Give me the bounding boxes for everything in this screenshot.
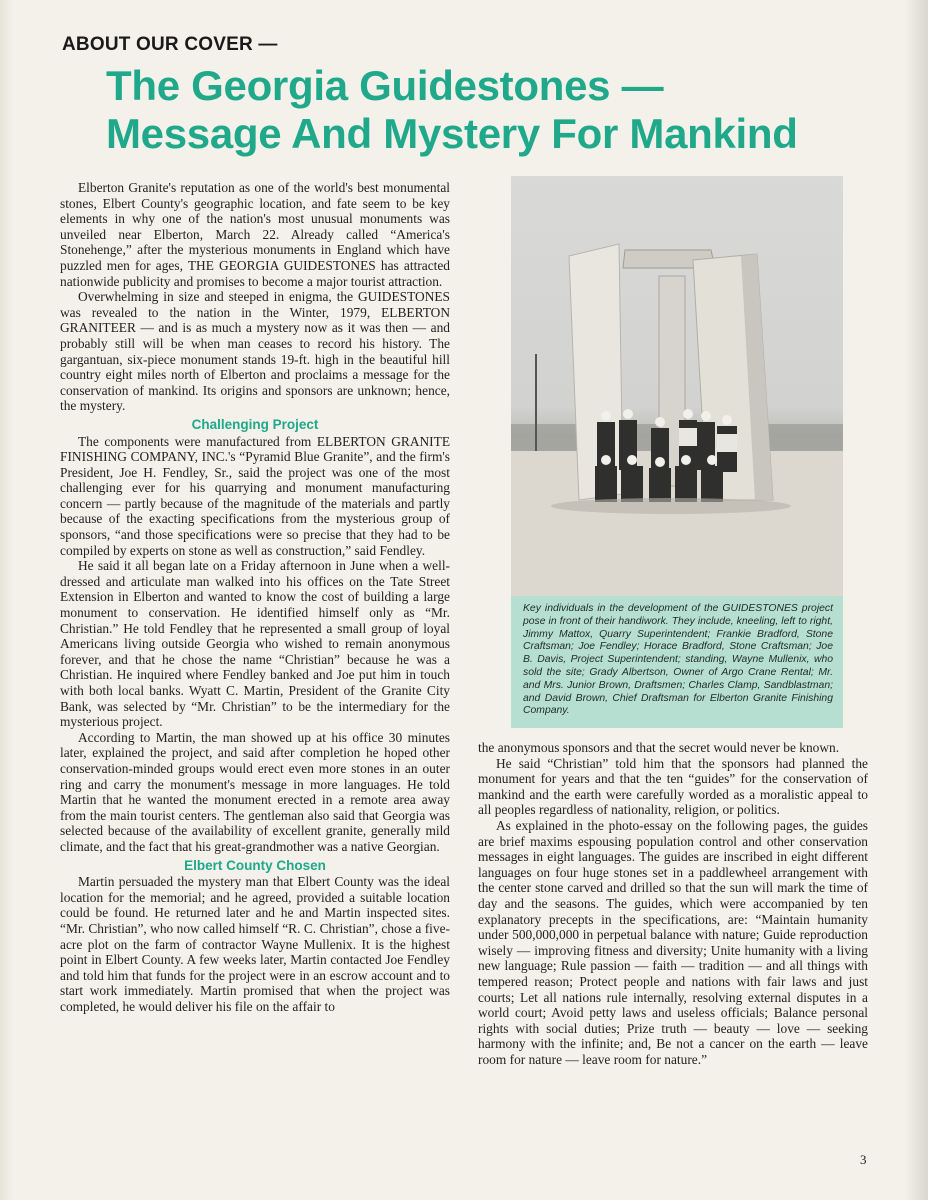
guidestones-photo (511, 176, 843, 596)
paragraph: He said “Christian” told him that the sponsors had planned the monument for years and that the ten “guides” for the conservation of mankind and the earth were carefully worded as a moralistic appeal to all peoples regardless of nationality, religion, or politics. (478, 755, 868, 818)
article-title (106, 62, 906, 158)
section-kicker: ABOUT OUR COVER — (62, 34, 278, 55)
monument-illustration (511, 176, 843, 596)
paragraph: He said it all began late on a Friday afternoon in June when a well-dressed and articulate man walked into his offices on the Tate Street Extension in Elberton and wanted to know the cost of building a large monument to conservation. He identified himself only as “Mr. Christian.” He told Fendley that he represented a small group of loyal Americans living outside Georgia who wished to remain anonymous forever, and that he chose the name “Christian” because he was a Christian. He inquired where Fendley banked and Joe put him in touch with both local banks. Wyatt C. Martin, President of the Granite City Bank, was selected by “Mr. Christian” to be the intermediary for the mysterious project. (60, 558, 450, 730)
paragraph: Elberton Granite's reputation as one of the world's best monumental stones, Elbert County's geographic location, and fate seem to be key elements in why one of the nation's most unusual monuments was unveiled near Elberton, March 22. Already called “America's Stonehenge,” after the mysterious monuments in England which have puzzled men for ages, THE GEORGIA GUIDESTONES has attracted nationwide publicity and promises to become a major tourist attraction. (60, 180, 450, 289)
subheading-elbert-county-chosen: Elbert County Chosen (184, 857, 326, 873)
title-line-2: Message And Mystery For Mankind (106, 110, 798, 157)
photo-caption: Key individuals in the development of the GUIDESTONES project pose in front of their handiwork. They include, kneeling, left to right, Jimmy Mattox, Quarry Superintendent; Frankie Bradford, Stone Craftsman; Joe Fendley; Horace Bradford, Stone Craftsman; Joe B. Davis, Project Superintendent; standing, Wayne Mullenix, who sold the site; Grady Albertson, Owner of Argo Crane Rental; Mr. and Mrs. Junior Brown, Draftsmen; Charles Clamp, Sandblastman; and David Brown, Chief Draftsman for Elberton Granite Finishing Company. (511, 596, 843, 728)
paragraph: According to Martin, the man showed up at his office 30 minutes later, explained the project, and said after completion he hoped other conservation-minded groups would erect even more stones in an outer ring and carry the monument's message in more languages. He told Martin that he wanted the monument erected in a remote area away from the main tourist centers. The gentleman also said that Georgia was selected because of the availability of excellent granite, generally mild climate, and the fact that his great-grandmother was a native Georgian. (60, 729, 450, 854)
paragraph: As explained in the photo-essay on the following pages, the guides are brief maxims espousing population control and other conservation messages in eight languages. The guides are inscribed in eight different languages on four huge stones set in a paddlewheel arrangement with the center stone carved and drilled so that the sun will mark the time of day and the seasons. The guides, which were accompanied by ten explanatory precepts in the specifications, are: “Maintain humanity under 500,000,000 in perpetual balance with nature; Guide reproduction wisely — improving fitness and diversity; Unite humanity with a living new language; Rule passion — faith — tradition — and all things with tempered reason; Protect people and nations with fair laws and just courts; Let all nations rule internally, resolving external disputes in a world court; Avoid petty laws and useless officials; Balance personal rights with social duties; Prize truth — beauty — love — seeking harmony with the infinite; and, Be not a cancer on the earth — leave room for nature — leave room for nature.” (478, 817, 868, 1067)
left-column (60, 180, 450, 1014)
right-column (478, 740, 868, 1067)
subheading-challenging-project: Challenging Project (191, 416, 319, 432)
paragraph: Overwhelming in size and steeped in enigma, the GUIDESTONES was revealed to the nation in the Winter, 1979, ELBERTON GRANITEER — and is as much a mystery now as it was then — and probably still will be when man ceases to record his history. The gargantuan, six-piece monument stands 19-ft. high in the beautiful hill country eight miles north of Elberton and proclaims a message for the conservation of mankind. Its origins and sponsors are unknown; hence, the mystery. (60, 289, 450, 414)
page-number: 3 (860, 1152, 867, 1167)
paragraph: the anonymous sponsors and that the secret would never be known. (478, 740, 840, 755)
paragraph: The components were manufactured from ELBERTON GRANITE FINISHING COMPANY, INC.'s “Pyramid Blue Granite”, and the firm's President, Joe H. Fendley, Sr., said the project was one of the most challenging ever for his quarrying and monument manufacturing concern — partly because of the magnitude of the materials and partly because of the exacting specifications from the mysterious group of sponsors, “and those specifications were so precise that they had to be compiled by experts on stone as well as construction,” said Fendley. (60, 433, 450, 558)
paragraph: Martin persuaded the mystery man that Elbert County was the ideal location for the memorial; and he agreed, provided a suitable location could be found. He returned later and he and Martin inspected sites. “Mr. Christian”, who now called himself “R. C. Christian”, chose a five-acre plot on the farm of contractor Wayne Mullenix. It is the highest point in Elbert County. A few weeks later, Martin contacted Joe Fendley and told him that funds for the project were in an escrow account and to start work immediately. Martin promised that when the project was completed, he would deliver his file on the affair to (60, 874, 450, 1014)
title-line-1: The Georgia Guidestones — (106, 62, 664, 109)
